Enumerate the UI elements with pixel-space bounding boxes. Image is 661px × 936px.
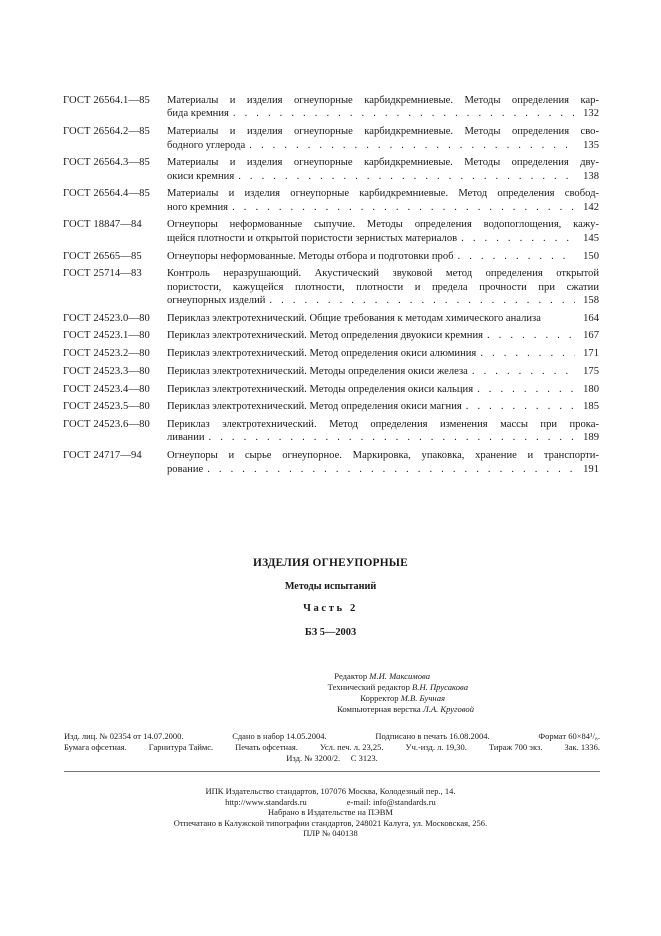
credit-name: Л.А. Круговой <box>422 704 474 714</box>
license: Изд. лиц. № 02354 от 14.07.2000. <box>64 731 184 741</box>
toc-description <box>167 218 599 245</box>
toc-description-line: Материалы и изделия огнеупорные карбидкремниевые. Методы определения дву- <box>167 157 599 169</box>
toc-page-number: 185 <box>583 401 599 413</box>
toc-entry[interactable] <box>63 449 599 476</box>
toc-description-last-line <box>167 107 599 120</box>
toc-entry[interactable] <box>63 125 599 152</box>
toc-page-number: 150 <box>583 250 599 262</box>
toc-leader-dots <box>245 139 575 152</box>
toc-description-text: Периклаз электротехнический. Методы определения окиси кальция <box>167 383 474 395</box>
toc-page-number: 135 <box>583 139 599 151</box>
toc-entry[interactable] <box>63 218 599 245</box>
toc-leader-dots <box>205 431 575 444</box>
toc-entry[interactable] <box>63 418 599 445</box>
print-date: Подписано в печать 16.08.2004. <box>375 731 490 741</box>
toc-description <box>167 156 599 183</box>
toc-description-last-line <box>167 139 599 152</box>
toc-standard-code: ГОСТ 24523.1—80 <box>63 330 150 342</box>
typeface: Гарнитура Таймс. <box>148 742 214 752</box>
contact-links <box>0 797 661 808</box>
paper: Бумага офсетная. <box>64 742 127 752</box>
plr-number: ПЛР № 040138 <box>303 828 358 839</box>
toc-entry[interactable] <box>63 187 599 214</box>
toc-description-text: Периклаз электротехнический. Метод определения окиси магния <box>167 401 462 413</box>
toc-description-last-line <box>167 463 599 476</box>
website-link[interactable]: http://www.standards.ru <box>225 796 307 807</box>
toc-description-last-line <box>167 250 599 263</box>
toc-standard-code: ГОСТ 24523.6—80 <box>63 418 150 430</box>
edition-sheets: Уч.-изд. л. 19,30. <box>405 742 467 752</box>
toc-entry[interactable] <box>63 365 599 378</box>
toc-standard-code: ГОСТ 26565—85 <box>63 250 142 262</box>
order: Зак. 1336. <box>564 742 600 752</box>
toc-description-text: бодного углерода <box>167 139 246 151</box>
toc-description <box>167 400 599 413</box>
toc-page-number: 158 <box>583 295 599 307</box>
toc-leader-dots <box>228 201 575 214</box>
toc-entry[interactable] <box>63 400 599 413</box>
toc-entry[interactable] <box>63 94 599 121</box>
credit-editor <box>180 671 480 682</box>
email-link[interactable]: e-mail: info@standards.ru <box>346 796 436 807</box>
toc-description-line: Контроль неразрушающий. Акустический звуковой метод определения открытой <box>167 268 599 280</box>
toc-page-number: 167 <box>583 330 599 342</box>
toc-description-text: Периклаз электротехнический. Метод определения окиси алюминия <box>167 348 477 360</box>
toc-leader-dots <box>483 329 575 342</box>
toc-page-number: 132 <box>583 108 599 120</box>
toc-description <box>167 250 599 263</box>
toc-page-number: 191 <box>583 463 599 475</box>
credit-tech-editor <box>180 682 480 693</box>
toc-description <box>167 329 599 342</box>
toc-standard-code: ГОСТ 26564.4—85 <box>63 188 150 200</box>
toc-entry[interactable] <box>63 383 599 396</box>
toc-description-text: бида кремния <box>167 108 229 120</box>
toc-description-text: ного кремния <box>167 201 229 213</box>
toc-description <box>167 365 599 378</box>
toc-leader-dots <box>462 400 575 413</box>
toc-leader-dots <box>229 107 575 120</box>
toc-description <box>167 125 599 152</box>
toc-description-line: Огнеупоры неформованные сыпучие. Методы определения водопоглощения, кажу- <box>167 219 599 231</box>
document-subtitle: Методы испытаний <box>284 581 377 592</box>
toc-description-line: пористости, кажущейся плотности, плотности и предела прочности при сжатии <box>167 281 599 293</box>
toc-description-text: огнеупорных изделий <box>167 295 266 307</box>
publication-line-3: Изд. № 3200/2. С 3123. <box>286 753 378 763</box>
toc-standard-code: ГОСТ 24523.4—80 <box>63 383 150 395</box>
toc-page-number: 145 <box>583 232 599 244</box>
credits <box>180 671 480 715</box>
imprint <box>0 786 661 839</box>
toc-description-text: ливании <box>167 432 205 444</box>
toc-standard-code: ГОСТ 24717—94 <box>63 450 142 462</box>
toc-description-text: Огнеупоры неформованные. Методы отбора и подготовки проб <box>167 250 454 262</box>
toc-description-last-line <box>167 383 599 396</box>
toc-description-text: рование <box>167 463 204 475</box>
toc-description <box>167 94 599 121</box>
toc-leader-dots <box>454 250 575 263</box>
toc-description-text: Периклаз электротехнический. Метод определения двуокиси кремния <box>167 330 483 342</box>
credit-role: Корректор <box>360 693 399 703</box>
toc-page-number: 180 <box>583 383 599 395</box>
toc-leader-dots <box>476 347 575 360</box>
toc-description <box>167 267 599 307</box>
toc-standard-code: ГОСТ 26564.1—85 <box>63 95 150 106</box>
credit-role: Технический редактор <box>327 682 410 692</box>
credit-corrector <box>180 693 480 704</box>
toc-entry[interactable] <box>63 347 599 360</box>
toc-page-number: 142 <box>583 201 599 213</box>
toc-description-last-line <box>167 365 599 378</box>
toc-description <box>167 383 599 396</box>
toc-standard-code: ГОСТ 24523.5—80 <box>63 401 150 413</box>
toc-standard-code: ГОСТ 18847—84 <box>63 219 142 231</box>
credit-layout <box>180 704 480 715</box>
toc-description-line: Материалы и изделия огнеупорные карбидкремниевые. Метод определения свобод- <box>167 188 599 200</box>
credit-name: М.И. Максимова <box>369 671 430 681</box>
circulation: Тираж 700 экз. <box>488 742 543 752</box>
toc-leader-dots <box>265 294 575 307</box>
toc-standard-code: ГОСТ 25714—83 <box>63 268 142 280</box>
toc-description-last-line <box>167 312 599 325</box>
toc-description-text: окиси кремния <box>167 170 235 182</box>
toc-page-number: 138 <box>583 170 599 182</box>
toc-description <box>167 312 599 325</box>
toc-standard-code: ГОСТ 26564.2—85 <box>63 126 150 138</box>
credit-role: Редактор <box>334 671 368 681</box>
toc-description-last-line <box>167 400 599 413</box>
toc-description-line: Периклаз электротехнический. Метод определения изменения массы при прока- <box>167 418 599 430</box>
toc-entry[interactable] <box>63 156 599 183</box>
toc-description-last-line <box>167 347 599 360</box>
publisher-address: ИПК Издательство стандартов, 107076 Москва, Колодезный пер., 14. <box>205 786 456 796</box>
toc-standard-code: ГОСТ 24523.2—80 <box>63 348 150 360</box>
toc-description-last-line <box>167 294 599 307</box>
toc-page-number: 175 <box>583 365 599 377</box>
credit-name: М.В. Бучная <box>400 693 445 703</box>
printed-note: Отпечатано в Калужской типографии стандартов, 248021 Калуга, ул. Московская, 256. <box>173 817 488 828</box>
toc-description-text: Периклаз электротехнический. Общие требования к методам химического анализа <box>167 312 541 324</box>
toc-page-number: 171 <box>583 348 599 360</box>
toc-entry[interactable] <box>63 267 599 307</box>
toc-page-number: 164 <box>583 312 599 324</box>
printing: Печать офсетная. <box>235 742 298 752</box>
toc-entry[interactable] <box>63 250 599 263</box>
toc-standard-code: ГОСТ 24523.0—80 <box>63 312 150 324</box>
document-part: Часть 2 <box>303 603 358 614</box>
document-code: БЗ 5—2003 <box>304 627 357 638</box>
toc-description-last-line <box>167 431 599 444</box>
credit-role: Компьютерная верстка <box>337 704 421 714</box>
toc-description-last-line <box>167 201 599 214</box>
toc-leader-dots <box>234 170 575 183</box>
toc-description-line: Материалы и изделия огнеупорные карбидкремниевые. Методы определения сво- <box>167 126 599 138</box>
toc-description-line: Огнеупоры и сырье огнеупорное. Маркировка, упаковка, хранение и транспорти- <box>167 450 599 462</box>
toc-page-number: 189 <box>583 432 599 444</box>
table-of-contents <box>63 94 599 480</box>
toc-standard-code: ГОСТ 26564.3—85 <box>63 157 150 169</box>
toc-description-last-line <box>167 232 599 245</box>
toc-description-line: Материалы и изделия огнеупорные карбидкремниевые. Методы определения кар- <box>167 95 599 106</box>
publication-line-1 <box>64 731 600 742</box>
credit-name: В.Н. Прусакова <box>412 682 468 692</box>
toc-description-text: щейся плотности и открытой пористости зернистых материалов <box>167 232 458 244</box>
toc-entry[interactable] <box>63 312 599 325</box>
toc-entry[interactable] <box>63 329 599 342</box>
typeset-date: Сдано в набор 14.05.2004. <box>232 731 327 741</box>
toc-leader-dots <box>473 383 575 396</box>
print-sheets: Усл. печ. л. 23,25. <box>319 742 384 752</box>
toc-description-text: Периклаз электротехнический. Методы определения окиси железа <box>167 365 468 377</box>
toc-description <box>167 449 599 476</box>
format: Формат 60×84¹/₈. <box>538 731 600 741</box>
toc-leader-dots <box>468 365 575 378</box>
toc-description-last-line <box>167 170 599 183</box>
toc-description <box>167 187 599 214</box>
toc-description <box>167 418 599 445</box>
toc-description-last-line <box>167 329 599 342</box>
toc-standard-code: ГОСТ 24523.3—80 <box>63 365 150 377</box>
document-title: ИЗДЕЛИЯ ОГНЕУПОРНЫЕ <box>253 557 408 569</box>
toc-leader-dots <box>457 232 575 245</box>
toc-description <box>167 347 599 360</box>
publication-line-2 <box>64 742 600 753</box>
divider <box>64 771 600 772</box>
toc-leader-dots <box>203 463 575 476</box>
typeset-note: Набрано в Издательстве на ПЭВМ <box>268 807 393 818</box>
